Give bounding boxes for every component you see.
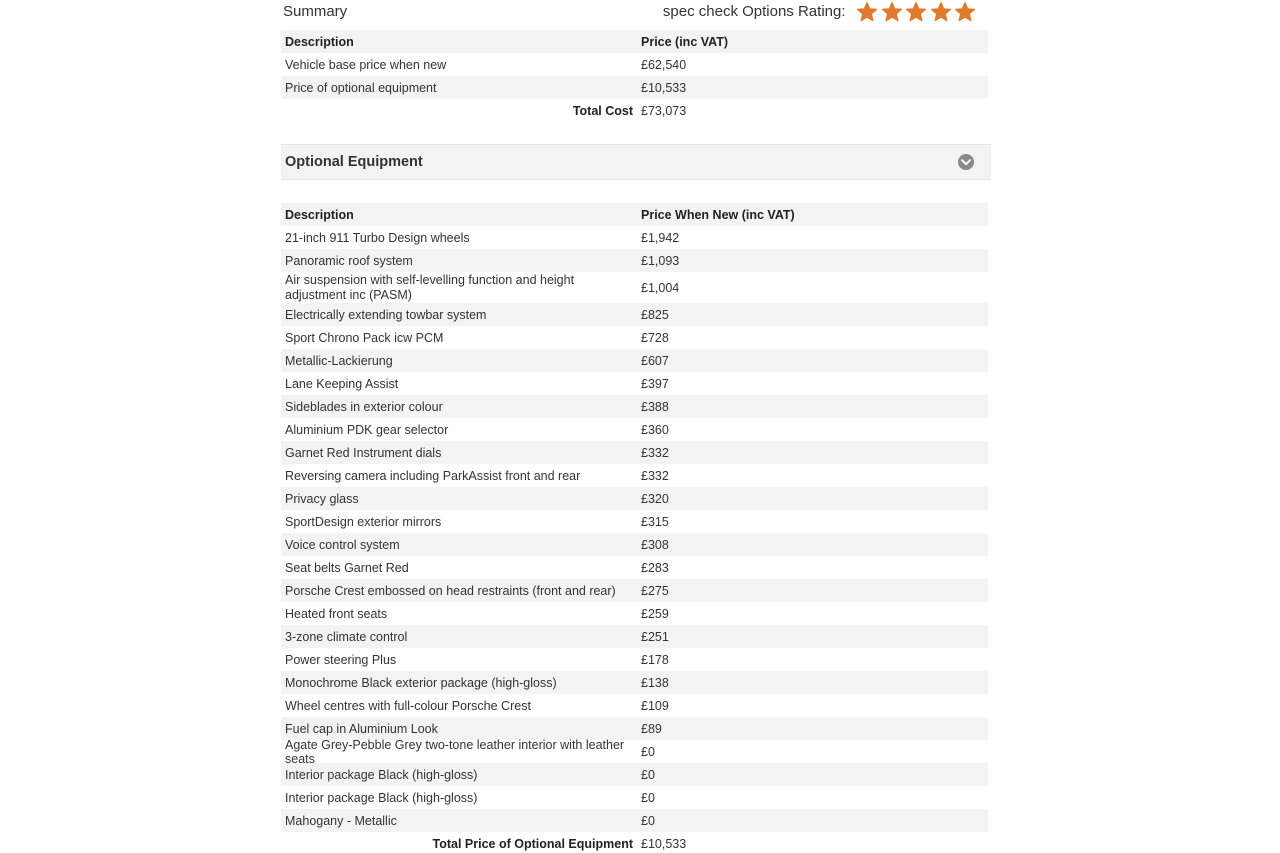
row-description: Reversing camera including ParkAssist front and rear [285,468,581,483]
row-description: Sport Chrono Pack icw PCM [285,330,444,345]
row-description: Power steering Plus [285,652,397,667]
row-description: Garnet Red Instrument dials [285,445,442,460]
optional-total-row [281,832,988,853]
row-price: £10,533 [641,80,687,95]
row-price: £251 [641,629,669,644]
table-row [281,395,988,418]
row-description: Aluminium PDK gear selector [285,422,449,437]
row-description: Air suspension with self-levelling function and height adjustment inc (PASM) [285,272,575,302]
table-header-row [281,30,988,53]
row-price: £315 [641,514,669,529]
row-price: £320 [641,491,669,506]
row-price: £89 [641,721,662,736]
summary-rows [281,53,988,99]
row-price: £178 [641,652,669,667]
row-price: £728 [641,330,669,345]
table-row [281,579,988,602]
table-row [281,602,988,625]
row-description: Metallic-Lackierung [285,353,393,368]
row-price: £332 [641,445,669,460]
star-icon [881,1,903,23]
table-row [281,53,988,76]
row-price: £1,942 [641,230,680,245]
row-price: £109 [641,698,669,713]
row-price: £388 [641,399,669,414]
row-price: £259 [641,606,669,621]
rating-label: spec check Options Rating: [662,3,846,20]
options-rating [663,1,976,23]
row-price: £0 [641,767,655,782]
row-description: Interior package Black (high-gloss) [285,767,478,782]
row-description: Voice control system [285,537,400,552]
summary-title: Summary [283,3,348,20]
row-description: Lane Keeping Assist [285,376,399,391]
row-price: £0 [641,790,655,805]
header-price: Price When New (inc VAT) [641,207,795,222]
table-row [281,487,988,510]
row-description: Mahogany - Metallic [285,813,397,828]
row-description: 21-inch 911 Turbo Design wheels [285,230,470,245]
table-row [281,809,988,832]
row-description: Fuel cap in Aluminium Look [285,721,438,736]
row-price: £138 [641,675,669,690]
total-cost-label: Total Cost [572,103,633,118]
table-row [281,786,988,809]
row-description: Sideblades in exterior colour [285,399,443,414]
table-row [281,533,988,556]
row-price: £397 [641,376,669,391]
row-description: SportDesign exterior mirrors [285,514,442,529]
row-price: £825 [641,307,669,322]
star-icon [856,1,878,23]
star-icon [930,1,952,23]
table-row [281,671,988,694]
table-row [281,226,988,249]
row-description: Heated front seats [285,606,388,621]
table-row [281,648,988,671]
row-description: Panoramic roof system [285,253,413,268]
row-price: £275 [641,583,669,598]
option-rows [281,226,988,832]
accordion-title: Optional Equipment [285,154,423,170]
row-description: Vehicle base price when new [285,57,447,72]
row-description: Wheel centres with full-colour Porsche Crest [285,698,531,713]
row-price: £1,004 [641,280,680,295]
header-price: Price (inc VAT) [641,34,729,49]
total-cost-value: £73,073 [641,103,687,118]
table-row [281,249,988,272]
star-icon [954,1,976,23]
table-row [281,510,988,533]
row-description: Price of optional equipment [285,80,437,95]
table-row [281,272,988,303]
table-row [281,418,988,441]
table-header-row [281,203,988,226]
header-description: Description [285,207,354,222]
row-price: £360 [641,422,669,437]
row-price: £332 [641,468,669,483]
row-price: £607 [641,353,669,368]
row-price: £0 [641,813,655,828]
table-row [281,763,988,786]
optional-total-label: Total Price of Optional Equipment [432,836,633,851]
table-row [281,625,988,648]
optional-equipment-table [281,203,988,853]
rating-stars [854,1,977,23]
table-row [281,76,988,99]
row-description: Electrically extending towbar system [285,307,487,322]
row-price: £308 [641,537,669,552]
table-row [281,372,988,395]
summary-table [281,30,988,122]
row-description: Seat belts Garnet Red [285,560,409,575]
table-row [281,464,988,487]
row-price: £1,093 [641,253,680,268]
summary-total-row [281,99,988,122]
table-row [281,303,988,326]
row-description: 3-zone climate control [285,629,408,644]
table-row [281,326,988,349]
table-row [281,556,988,579]
optional-equipment-accordion[interactable] [281,144,991,180]
star-icon [905,1,927,23]
table-row [281,349,988,372]
row-price: £62,540 [641,57,687,72]
chevron-down-icon[interactable] [958,154,974,170]
table-row [281,694,988,717]
row-description: Privacy glass [285,491,359,506]
header-description: Description [285,34,354,49]
row-description: Interior package Black (high-gloss) [285,790,478,805]
row-price: £283 [641,560,669,575]
table-row [281,737,988,766]
row-description: Porsche Crest embossed on head restraints (front and rear) [285,583,616,598]
row-description: Agate Grey-Pebble Grey two-tone leather interior with leather seats [285,737,625,766]
optional-total-value: £10,533 [641,836,687,851]
table-row [281,441,988,464]
row-description: Monochrome Black exterior package (high-gloss) [285,675,557,690]
row-price: £0 [641,744,655,759]
